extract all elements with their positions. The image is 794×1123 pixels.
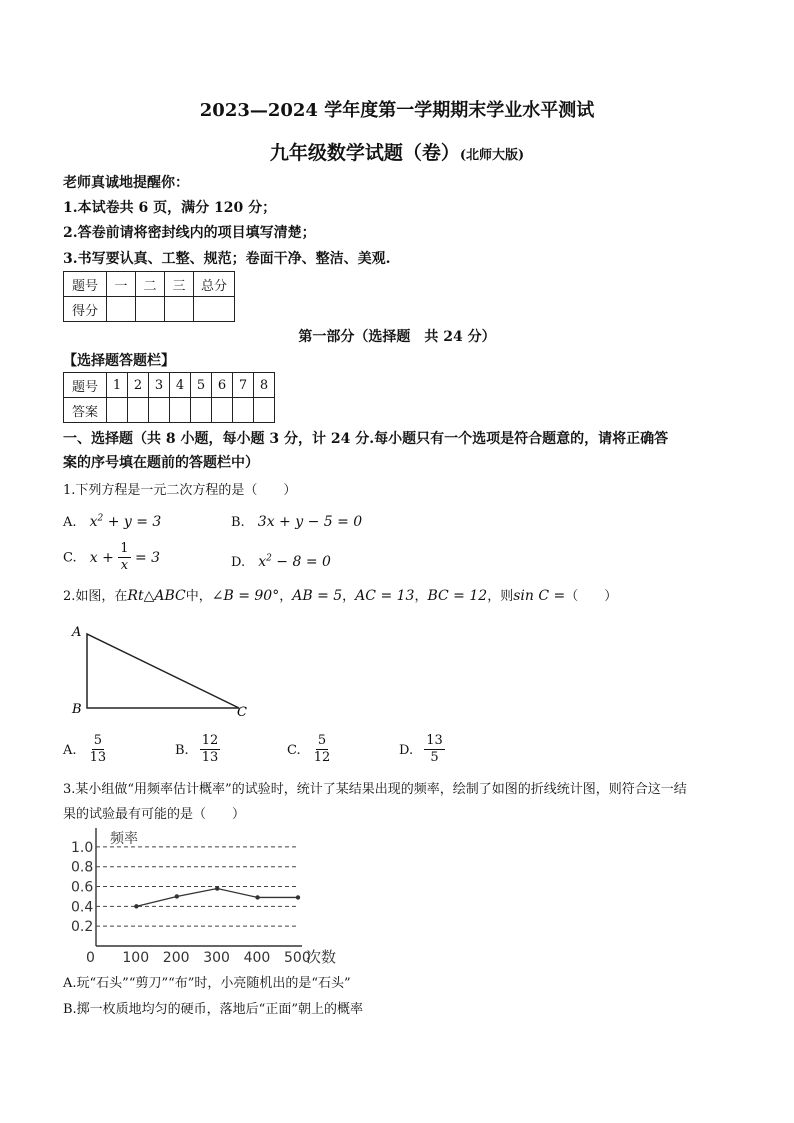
- answer-cell: 7: [233, 373, 254, 398]
- score-cell: 题号: [64, 272, 107, 297]
- exam-subtitle: 九年级数学试题（卷）(北师大版): [269, 142, 525, 164]
- q2-option-a: [63, 733, 108, 766]
- answer-table: [63, 372, 275, 423]
- q1-a-expr: $x^2 + y = 3$: [89, 513, 162, 530]
- notice-heading: 老师真诚地提醒你：: [63, 175, 189, 191]
- answer-cell: 5: [191, 373, 212, 398]
- q1-b-expr: 3x + y − 5 = 0: [257, 514, 363, 530]
- answer-cell: 答案: [64, 398, 107, 423]
- notice-item: 3.书写要认真、工整、规范；卷面干净、整洁、美观.: [63, 251, 391, 267]
- answer-input-cell[interactable]: [212, 398, 233, 423]
- q1-stem: 1.下列方程是一元二次方程的是（ ）: [63, 483, 297, 498]
- answer-cell: 6: [212, 373, 233, 398]
- score-input-cell[interactable]: [165, 297, 194, 322]
- q2-stem: 2.如图，在Rt△ABC中，∠B = 90°，AB = 5，AC = 13，BC = 12，则sin C =（ ）: [63, 588, 618, 604]
- x-tick-label: 100: [122, 950, 150, 966]
- section1-instruction: 一、选择题（共 8 小题，每小题 3 分，计 24 分.每小题只有一个选项是符合题意的，请将正确答: [63, 431, 669, 447]
- q3-option-b: B.掷一枚质地均匀的硬币，落地后“正面”朝上的概率: [63, 1002, 363, 1017]
- option-label: C.: [63, 550, 77, 566]
- score-table: [63, 271, 235, 322]
- data-point: [255, 895, 259, 899]
- y-tick-label: 0.4: [71, 899, 94, 916]
- y-tick-label: 0.8: [71, 859, 94, 876]
- q2-option-b: [175, 733, 220, 766]
- y-tick-label: 1.0: [71, 839, 94, 856]
- y-tick-label: 0.2: [71, 919, 94, 936]
- data-point: [296, 895, 300, 899]
- answer-bar-heading: 【选择题答题栏】: [63, 353, 175, 369]
- option-label: D.: [231, 555, 246, 570]
- vertex-label-b: B: [72, 702, 82, 717]
- y-tick-label: 0.6: [71, 879, 94, 896]
- score-cell: 一: [107, 272, 136, 297]
- score-input-cell[interactable]: [107, 297, 136, 322]
- q2-stem-end: （ ）: [565, 589, 618, 604]
- option-label: D.: [399, 743, 414, 758]
- x-tick-label: 0: [86, 950, 95, 966]
- answer-cell: 题号: [64, 373, 107, 398]
- score-input-cell[interactable]: [194, 297, 235, 322]
- frac-num: 5: [93, 733, 103, 748]
- option-label: B.: [175, 743, 189, 758]
- exam-title: 2023—2024 学年度第一学期期末学业水平测试: [199, 100, 595, 121]
- q3-stem: 果的试验最有可能的是（ ）: [63, 807, 246, 822]
- score-cell: 得分: [64, 297, 107, 322]
- x-tick-label: 400: [243, 950, 271, 966]
- option-label: A.: [63, 515, 77, 530]
- q3-stem: 3.某小组做“用频率估计概率”的试验时，统计了某结果出现的频率，绘制了如图的折线统计图，则符合这一结: [63, 782, 687, 797]
- x-tick-label: 200: [162, 950, 190, 966]
- section1-instruction: 案的序号填在题前的答题栏中）: [63, 455, 259, 471]
- x-axis-label: 次数: [306, 948, 337, 966]
- answer-cell: 2: [128, 373, 149, 398]
- option-label: C.: [287, 743, 301, 758]
- y-axis-label: 频率: [110, 831, 138, 847]
- score-cell: 二: [136, 272, 165, 297]
- frequency-line-chart: [66, 820, 356, 970]
- answer-input-cell[interactable]: [254, 398, 275, 423]
- answer-input-cell[interactable]: [149, 398, 170, 423]
- q1-option-d: [231, 551, 331, 570]
- answer-cell: 3: [149, 373, 170, 398]
- vertex-label-a: A: [72, 625, 82, 640]
- frac-den: 12: [313, 750, 331, 765]
- answer-input-cell[interactable]: [107, 398, 128, 423]
- option-label: B.: [231, 515, 245, 530]
- part1-title: 第一部分（选择题 共 24 分）: [298, 329, 496, 345]
- q2-option-c: [287, 733, 332, 766]
- answer-cell: 4: [170, 373, 191, 398]
- x-tick-label: 500: [284, 950, 311, 966]
- data-point: [134, 904, 138, 908]
- frac-num: 13: [426, 733, 443, 748]
- answer-input-cell[interactable]: [191, 398, 212, 423]
- score-cell: 三: [165, 272, 194, 297]
- frac-den: 13: [201, 750, 219, 765]
- q1-d-expr: $x^2 - 8 = 0$: [258, 553, 331, 570]
- data-point: [215, 886, 219, 890]
- q2-condition: Rt△ABC: [127, 588, 186, 604]
- q1-option-a: [63, 511, 161, 530]
- triangle-shape: [87, 634, 239, 708]
- frac-den: 13: [89, 750, 107, 765]
- frac-num: 12: [201, 733, 219, 748]
- answer-input-cell[interactable]: [233, 398, 254, 423]
- edition-note: (北师大版): [459, 148, 525, 163]
- q2-triangle-figure: [66, 620, 266, 720]
- q1-option-c: [63, 541, 160, 574]
- q2-stem-text: 2.如图，在: [63, 589, 128, 604]
- vertex-label-c: C: [237, 705, 247, 720]
- data-point: [175, 894, 179, 898]
- q1-c-expr: x + $\frac{1}{x}$ = 3: [89, 541, 161, 573]
- q2-option-d: [399, 733, 445, 766]
- score-input-cell[interactable]: [136, 297, 165, 322]
- q3-option-a: A.玩“石头”“剪刀”“布”时，小亮随机出的是“石头”: [63, 976, 351, 991]
- answer-cell: 8: [254, 373, 275, 398]
- answer-input-cell[interactable]: [128, 398, 149, 423]
- answer-input-cell[interactable]: [170, 398, 191, 423]
- notice-item: 1.本试卷共 6 页，满分 120 分；: [63, 200, 277, 216]
- frac-num: 5: [317, 733, 327, 748]
- q1-option-b: [231, 511, 362, 530]
- notice-item: 2.答卷前请将密封线内的项目填写清楚；: [63, 225, 316, 241]
- score-cell: 总分: [194, 272, 235, 297]
- answer-cell: 1: [107, 373, 128, 398]
- x-tick-label: 300: [203, 950, 230, 966]
- frac-den: 5: [430, 750, 439, 765]
- option-label: A.: [63, 743, 77, 758]
- frequency-series-line: [136, 889, 298, 907]
